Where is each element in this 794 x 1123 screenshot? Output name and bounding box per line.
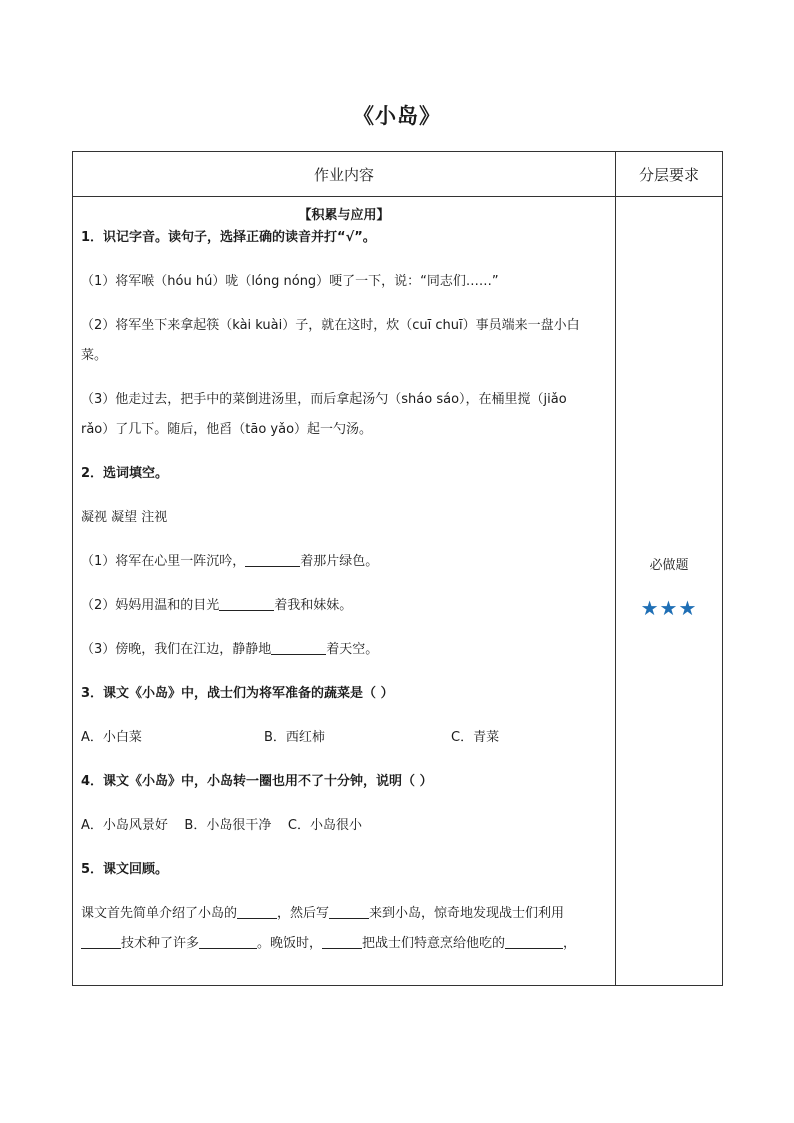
q3-option-c[interactable]: C．青菜 [451, 730, 500, 745]
q2-s1-after: 着那片绿色。 [300, 554, 379, 569]
page-title: 《小岛》 [353, 104, 441, 128]
q2-s3-after: 着天空。 [326, 642, 379, 657]
q5-text: 来到小岛，惊奇地发现战士们利用 [369, 906, 565, 921]
fill-blank[interactable] [245, 551, 300, 567]
content-cell [73, 197, 616, 986]
fill-blank[interactable] [322, 933, 362, 949]
question-1-sentence-2b: 菜。 [81, 348, 108, 363]
question-4-title: 4．课文《小岛》中，小岛转一圈也用不了十分钟，说明（ ） [81, 774, 433, 789]
question-2-words: 凝视 凝望 注视 [81, 510, 168, 525]
fill-blank[interactable] [329, 903, 369, 919]
q3-option-a[interactable]: A．小白菜 [81, 730, 142, 745]
question-2-title: 2．选词填空。 [81, 466, 169, 481]
fill-blank[interactable] [271, 639, 326, 655]
homework-table [72, 151, 723, 986]
required-label: 必做题 [649, 558, 689, 573]
fill-blank[interactable] [237, 903, 277, 919]
question-5-line-1 [81, 903, 607, 925]
question-1-title: 1．识记字音。读句子，选择正确的读音并打“√”。 [81, 230, 376, 245]
section-heading: 【积累与应用】 [298, 208, 390, 223]
q5-text: 把战士们特意烹给他吃的 [362, 936, 506, 951]
question-4-options: A．小岛风景好 B．小岛很干净 C．小岛很小 [81, 818, 362, 833]
level-cell [616, 197, 723, 986]
question-2-sentence-2 [81, 595, 607, 617]
question-1-sentence-2a: （2）将军坐下来拿起筷（kài kuài）子，就在这时，炊（cuī chuī）事员端来一盘小白 [81, 318, 580, 333]
q2-s2-after: 着我和妹妹。 [274, 598, 353, 613]
q2-s2-before: （2）妈妈用温和的目光 [81, 598, 220, 613]
fill-blank[interactable] [219, 595, 274, 611]
q5-text: 课文首先简单介绍了小岛的 [81, 906, 238, 921]
question-5-title: 5．课文回顾。 [81, 862, 169, 877]
q5-text: ，然后写 [277, 906, 330, 921]
question-1-sentence-3b: rǎo）了几下。随后，他舀（tāo yǎo）起一勺汤。 [81, 422, 373, 437]
question-2-sentence-1 [81, 551, 607, 573]
fill-blank[interactable] [81, 933, 121, 949]
q2-s1-before: （1）将军在心里一阵沉吟， [81, 554, 246, 569]
q5-text: ， [563, 936, 577, 951]
fill-blank[interactable] [505, 933, 563, 949]
fill-blank[interactable] [199, 933, 257, 949]
question-3-title: 3．课文《小岛》中，战士们为将军准备的蔬菜是（ ） [81, 686, 394, 701]
q5-text: 技术种了许多 [121, 936, 200, 951]
header-content: 作业内容 [73, 152, 616, 197]
question-5-line-2 [81, 933, 607, 955]
question-3-options [81, 727, 607, 749]
q5-text: 。晚饭时， [257, 936, 323, 951]
question-2-sentence-3 [81, 639, 607, 661]
header-level: 分层要求 [616, 152, 723, 197]
question-1-sentence-1: （1）将军喉（hóu hú）咙（lóng nóng）哽了一下，说：“同志们……” [81, 274, 499, 289]
q2-s3-before: （3）傍晚，我们在江边，静静地 [81, 642, 272, 657]
question-1-sentence-3a: （3）他走过去，把手中的菜倒进汤里，而后拿起汤勺（sháo sáo），在桶里搅（jiǎo [81, 392, 567, 407]
difficulty-stars: ★★★ [640, 596, 698, 620]
q3-option-b[interactable]: B．西红柿 [264, 730, 325, 745]
